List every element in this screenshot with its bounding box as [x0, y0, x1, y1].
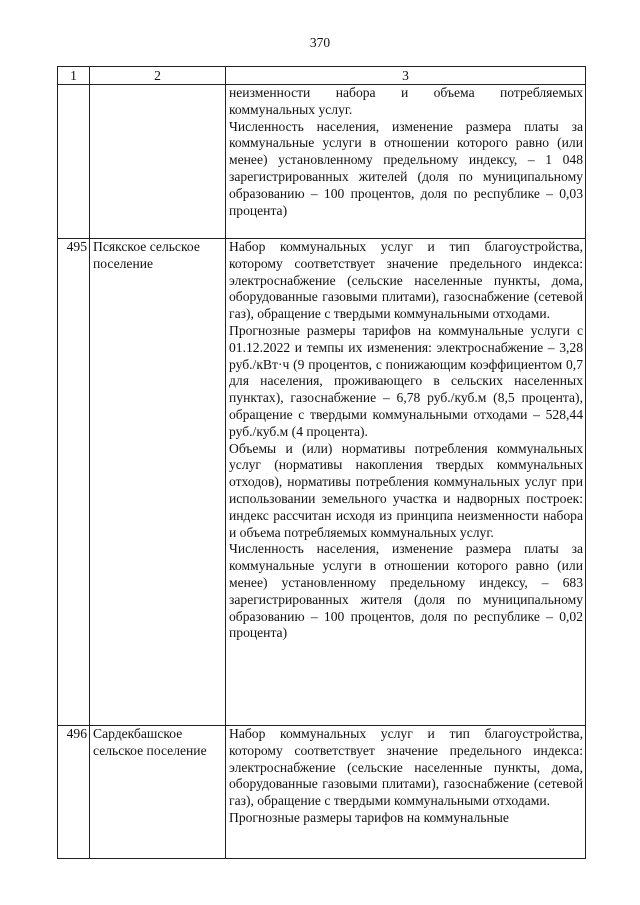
- paragraph: Численность населения, изменение размера платы за коммунальные услуги в отношении которого равно (или менее) установленному предельному индексу, – 683 зарегистрированных жителя (доля по муниципальному образованию – 100 процентов, доля по республике – 0,02 процента): [229, 541, 583, 641]
- column-header-2: 2: [90, 67, 226, 85]
- paragraph: Численность населения, изменение размера платы за коммунальные услуги в отношении которого равно (или менее) установленному предельному индексу, – 1 048 зарегистрированных жителей (доля по муниципальному образованию – 100 процентов, доля по республике – 0,03 процента): [229, 118, 583, 218]
- paragraph: Набор коммунальных услуг и тип благоустройства, которому соответствует значение предельного индекса: электроснабжение (сельские населенные пункты, дома, оборудованные газовыми плитами), газоснабжение (сетевой газ), обращение с твердыми коммунальными отходами.: [229, 726, 583, 809]
- settlement-name: [90, 85, 226, 239]
- column-header-3: 3: [226, 67, 586, 85]
- row-number: [58, 85, 90, 239]
- settlement-name: Псякское сельское поселение: [90, 239, 226, 726]
- paragraph: Прогнозные размеры тарифов на коммунальные услуги с 01.12.2022 и темпы их изменения: электроснабжение – 3,28 руб./кВт·ч (9 процентов, с понижающим коэффициентом 0,7 для населения, проживающего в сельских населенных пунктах), газоснабжение – 6,78 руб./куб.м (8,5 процента), обращение с твердыми коммунальными отходами – 528,44 руб./куб.м (4 процента).: [229, 322, 583, 439]
- paragraph: неизменности набора и объема потребляемых коммунальных услуг.: [229, 85, 583, 117]
- row-description: [226, 239, 586, 726]
- row-description: [226, 726, 586, 859]
- row-description: [226, 85, 586, 239]
- paragraph: Набор коммунальных услуг и тип благоустройства, которому соответствует значение предельного индекса: электроснабжение (сельские населенные пункты, дома, оборудованные газовыми плитами), газоснабжение (сетевой газ), обращение с твердыми коммунальными отходами.: [229, 239, 583, 322]
- table-header-row: [58, 67, 586, 85]
- row-number: 496: [58, 726, 90, 859]
- table-row: [58, 85, 586, 239]
- paragraph: Прогнозные размеры тарифов на коммунальные: [229, 809, 509, 825]
- settlements-table: [57, 66, 586, 859]
- row-number: 495: [58, 239, 90, 726]
- settlement-name: Сардекбашское сельское поселение: [90, 726, 226, 859]
- table-row: [58, 726, 586, 859]
- paragraph: Объемы и (или) нормативы потребления коммунальных услуг (нормативы накопления твердых коммунальных отходов), нормативы потребления коммунальных услуг при использовании земельного участка и надворных построек: индекс рассчитан исходя из принципа неизменности набора и объема потребляемых коммунальных услуг.: [229, 440, 583, 540]
- column-header-1: 1: [58, 67, 90, 85]
- table-row: [58, 239, 586, 726]
- page-number: 370: [309, 35, 331, 50]
